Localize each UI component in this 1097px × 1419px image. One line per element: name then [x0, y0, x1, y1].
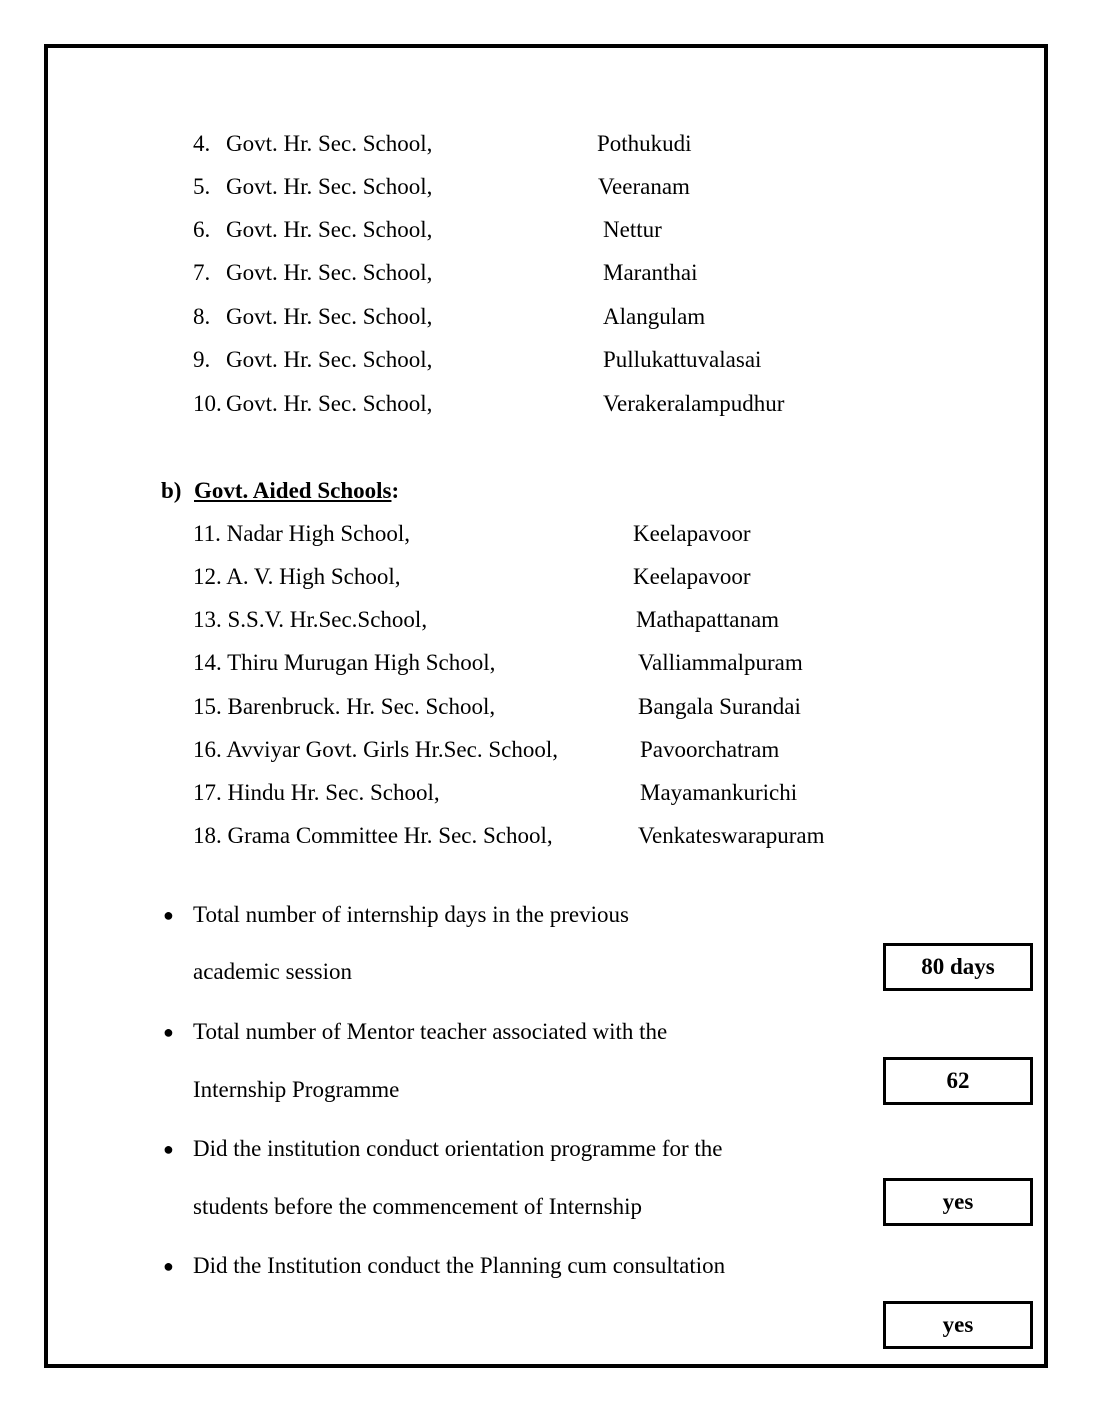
school-name: Govt. Hr. Sec. School,	[226, 131, 433, 156]
school-number: 9.	[193, 347, 211, 372]
answer-box: 80 days	[883, 943, 1033, 991]
school-number: 10.	[193, 391, 222, 416]
bullet-icon: ●	[163, 905, 174, 925]
school-number: 8.	[193, 304, 211, 329]
question-text-continued: academic session	[193, 959, 353, 984]
school-place: Nettur	[603, 217, 662, 242]
school-place: Keelapavoor	[633, 521, 751, 546]
school-place: Maranthai	[603, 260, 698, 285]
answer-box: yes	[883, 1178, 1033, 1226]
school-name: 18. Grama Committee Hr. Sec. School,	[193, 823, 553, 848]
question-text-continued: Internship Programme	[193, 1077, 400, 1102]
school-name: Govt. Hr. Sec. School,	[226, 391, 433, 416]
school-place: Pullukattuvalasai	[603, 347, 762, 372]
school-number: 6.	[193, 217, 211, 242]
school-place: Valliammalpuram	[638, 650, 803, 675]
school-place: Mayamankurichi	[640, 780, 798, 805]
section-marker: b)	[161, 478, 182, 503]
section-title: Govt. Aided Schools	[194, 478, 392, 503]
school-name: 17. Hindu Hr. Sec. School,	[193, 780, 440, 805]
school-number: 7.	[193, 260, 211, 285]
school-place: Pavoorchatram	[640, 737, 780, 762]
school-name: 16. Avviyar Govt. Girls Hr.Sec. School,	[193, 737, 558, 762]
bullet-icon: ●	[163, 1022, 174, 1042]
school-name: 15. Barenbruck. Hr. Sec. School,	[193, 694, 496, 719]
school-name: 13. S.S.V. Hr.Sec.School,	[193, 607, 428, 632]
school-place: Mathapattanam	[636, 607, 780, 632]
bullet-icon: ●	[163, 1139, 174, 1159]
section-colon: :	[391, 478, 400, 503]
school-name: 14. Thiru Murugan High School,	[193, 650, 496, 675]
school-place: Pothukudi	[597, 131, 692, 156]
school-name: Govt. Hr. Sec. School,	[226, 174, 433, 199]
school-name: Govt. Hr. Sec. School,	[226, 260, 433, 285]
school-number: 5.	[193, 174, 211, 199]
section-heading-aided	[161, 477, 399, 505]
question-text-continued: students before the commencement of Internship	[193, 1194, 642, 1219]
school-number: 4.	[193, 131, 211, 156]
question-text: Total number of internship days in the previous	[193, 902, 629, 927]
school-place: Veeranam	[598, 174, 690, 199]
question-text: Total number of Mentor teacher associated with the	[193, 1019, 668, 1044]
school-name: Govt. Hr. Sec. School,	[226, 304, 433, 329]
school-place: Verakeralampudhur	[603, 391, 785, 416]
school-name: 12. A. V. High School,	[193, 564, 401, 589]
question-text: Did the Institution conduct the Planning cum consultation	[193, 1253, 726, 1278]
school-place: Bangala Surandai	[638, 694, 801, 719]
school-place: Venkateswarapuram	[638, 823, 825, 848]
school-place: Alangulam	[603, 304, 706, 329]
school-name: Govt. Hr. Sec. School,	[226, 347, 433, 372]
question-text: Did the institution conduct orientation programme for the	[193, 1136, 723, 1161]
school-name: Govt. Hr. Sec. School,	[226, 217, 433, 242]
school-place: Keelapavoor	[633, 564, 751, 589]
bullet-icon: ●	[163, 1256, 174, 1276]
answer-box: 62	[883, 1057, 1033, 1105]
school-name: 11. Nadar High School,	[193, 521, 410, 546]
answer-box: yes	[883, 1301, 1033, 1349]
